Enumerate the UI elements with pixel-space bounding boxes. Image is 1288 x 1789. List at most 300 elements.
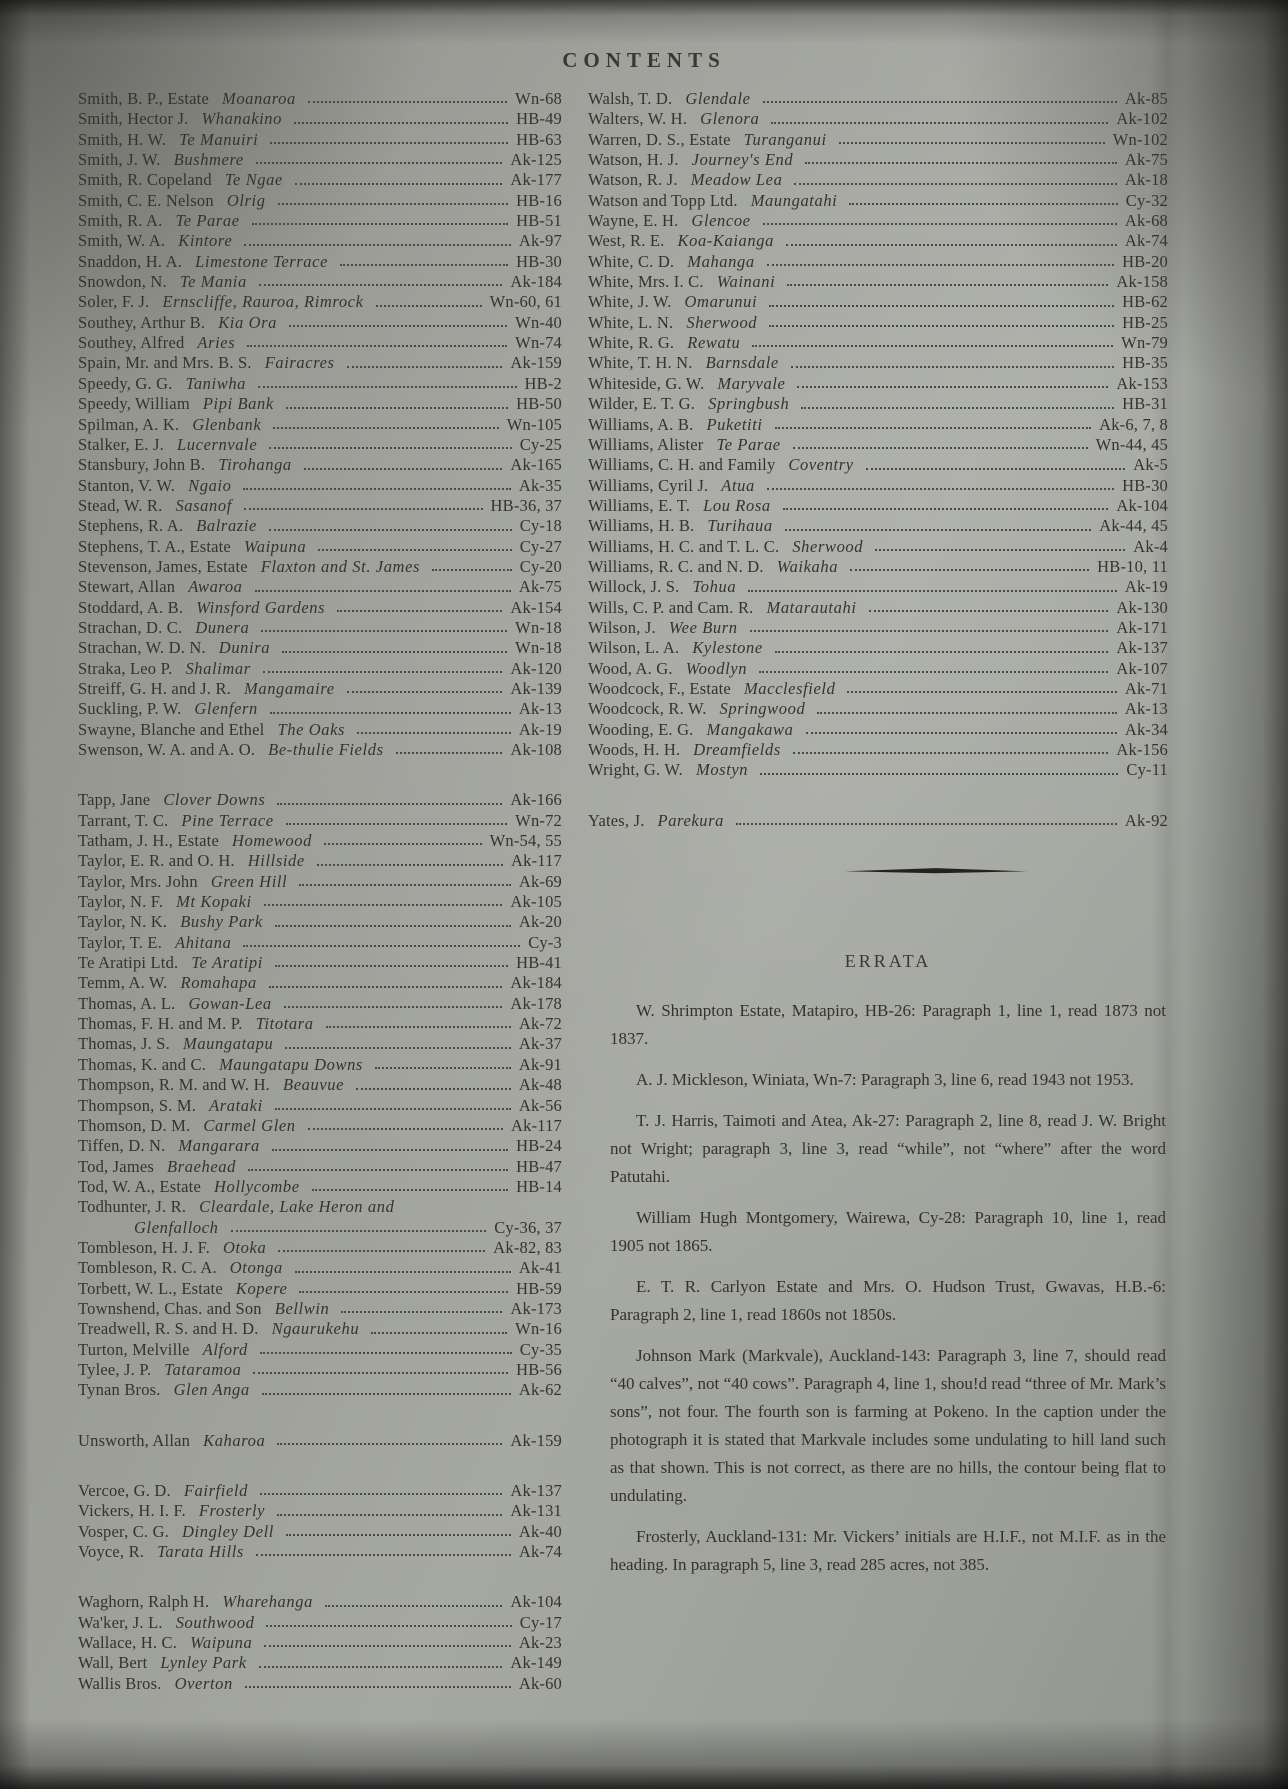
contents-entry (78, 1481, 562, 1501)
entry-page-ref: Ak-130 (1116, 597, 1168, 617)
entry-dot-leader (231, 1230, 487, 1232)
entry-estate: Dunira (218, 638, 271, 658)
entry-name: Stephens, R. A. (78, 516, 184, 536)
entry-dot-leader (243, 488, 510, 490)
entry-name: Taylor, Mrs. John (78, 871, 198, 891)
entry-dot-leader (259, 284, 503, 286)
entry-page-ref: Ak-18 (1124, 170, 1168, 190)
entry-dot-leader (266, 1625, 511, 1627)
entry-estate: Gowan-Lea (188, 993, 272, 1013)
entry-dot-leader (299, 1291, 508, 1293)
entry-page-ref: HB-24 (516, 1136, 562, 1156)
entry-page-ref: HB-35 (1122, 353, 1168, 373)
entry-estate: Pine Terrace (181, 810, 274, 830)
entry-page-ref: Wn-102 (1112, 129, 1168, 149)
entry-estate: Awaroa (188, 577, 243, 597)
entry-name: Smith, H. W. (78, 129, 167, 149)
entry-estate: Cleardale, Lake Heron and (199, 1197, 395, 1217)
entry-estate: Clover Downs (163, 790, 266, 810)
contents-entry (78, 1360, 562, 1380)
entry-estate: Kia Ora (218, 312, 277, 332)
entry-name: Wills, C. P. and Cam. R. (588, 597, 754, 617)
entry-dot-leader (260, 1352, 512, 1354)
entry-dot-leader (787, 284, 1108, 286)
entry-dot-leader (797, 386, 1108, 388)
contents-entry (588, 211, 1168, 231)
entry-name: Williams, A. B. (588, 414, 694, 434)
contents-entry (78, 1055, 562, 1075)
entry-estate: Mostyn (695, 760, 749, 780)
entry-estate: Springbush (708, 394, 790, 414)
contents-entry (78, 1096, 562, 1116)
entry-page-ref: Ak-159 (510, 1430, 562, 1450)
entry-dot-leader (269, 986, 503, 988)
entry-page-ref: Ak-120 (510, 658, 562, 678)
entry-page-ref: Ak-165 (510, 455, 562, 475)
entry-dot-leader (286, 407, 508, 409)
entry-estate: Te Manuiri (179, 129, 259, 149)
entry-estate: Overton (174, 1673, 233, 1693)
entry-estate: Koa-Kaianga (677, 231, 774, 251)
entry-estate: Frosterly (198, 1501, 266, 1521)
contents-entry (78, 516, 562, 536)
entry-page-ref: Ak-19 (1124, 577, 1168, 597)
entry-dot-leader (786, 244, 1117, 246)
contents-entry (588, 598, 1168, 618)
entry-name: Walters, W. H. (588, 109, 688, 129)
entry-page-ref: Ak-117 (511, 851, 562, 871)
entry-dot-leader (337, 610, 502, 612)
entry-dot-leader (785, 529, 1092, 531)
entry-page-ref: Wn-18 (515, 638, 562, 658)
entry-page-ref: Ak-44, 45 (1099, 516, 1168, 536)
contents-entry (78, 1157, 562, 1177)
entry-page-ref: Wn-68 (515, 89, 562, 108)
entry-name: Stevenson, James, Estate (78, 556, 248, 576)
entry-estate: Kaharoa (203, 1430, 266, 1450)
entry-page-ref: Ak-158 (1116, 272, 1168, 292)
entry-estate: Meadow Lea (690, 170, 783, 190)
contents-entry (78, 374, 562, 394)
entry-estate: Tataramoa (164, 1359, 242, 1379)
entry-dot-leader (341, 1311, 502, 1313)
entry-page-ref: Ak-41 (518, 1258, 562, 1278)
entry-dot-leader (371, 1332, 507, 1334)
entry-page-ref: Ak-56 (518, 1095, 562, 1115)
entry-name: Stalker, E. J. (78, 434, 165, 454)
entry-dot-leader (769, 325, 1114, 327)
contents-entry (78, 1014, 562, 1034)
contents-entry (78, 150, 562, 170)
entry-estate: Turanganui (743, 129, 827, 149)
entry-dot-leader (340, 264, 508, 266)
entry-name: Vosper, C. G. (78, 1521, 170, 1541)
entry-name: Wright, G. W. (588, 760, 683, 780)
entry-name: Temm, A. W. (78, 973, 168, 993)
contents-entry (588, 333, 1168, 353)
contents-entry (78, 1177, 562, 1197)
entry-estate: Braehead (167, 1156, 236, 1176)
contents-group (78, 89, 562, 760)
entry-estate: Glencoe (691, 211, 751, 231)
entry-dot-leader (277, 803, 502, 805)
contents-columns (0, 73, 1288, 1694)
entry-page-ref: Ak-137 (510, 1481, 562, 1500)
entry-page-ref: Ak-19 (518, 719, 562, 739)
entry-page-ref: HB-10, 11 (1097, 556, 1168, 576)
entry-dot-leader (763, 101, 1117, 103)
entry-page-ref: Ak-184 (510, 272, 562, 292)
entry-dot-leader (775, 651, 1109, 653)
contents-entry (588, 577, 1168, 597)
entry-name: Woodcock, F., Estate (588, 678, 731, 698)
entry-name: White, Mrs. I. C. (588, 272, 704, 292)
contents-entry (78, 892, 562, 912)
entry-name: Wilson, J. (588, 617, 656, 637)
entry-estate: Bushy Park (180, 912, 263, 932)
contents-entry (78, 415, 562, 435)
contents-entry (588, 699, 1168, 719)
entry-dot-leader (245, 1686, 511, 1688)
entry-page-ref: Cy-35 (519, 1339, 562, 1359)
entry-name: Walsh, T. D. (588, 89, 673, 108)
entry-dot-leader (763, 223, 1117, 225)
entry-estate: Te Parae (175, 211, 240, 231)
entry-page-ref: HB-49 (516, 109, 562, 129)
contents-entry (588, 252, 1168, 272)
errata-paragraph: W. Shrimpton Estate, Matapiro, HB-26: Paragraph 1, line 1, read 1873 not 1837. (610, 1001, 1166, 1049)
entry-name: Warren, D. S., Estate (588, 129, 731, 149)
entry-estate: Ernscliffe, Rauroa, Rimrock (162, 292, 364, 312)
entry-name: Woodcock, R. W. (588, 699, 707, 719)
entry-dot-leader (748, 590, 1117, 592)
entry-dot-leader (357, 732, 511, 734)
entry-page-ref: Ak-72 (518, 1014, 562, 1034)
entry-name: Taylor, N. F. (78, 892, 164, 912)
contents-group (78, 1481, 562, 1562)
entry-name: Stephens, T. A., Estate (78, 536, 231, 556)
entry-name: Wilder, E. T. G. (588, 394, 696, 414)
entry-estate: Matarautahi (766, 597, 857, 617)
errata-heading: ERRATA (844, 951, 932, 972)
entry-estate: Green Hill (210, 871, 288, 891)
contents-entry (78, 1258, 562, 1278)
entry-name: Thompson, S. M. (78, 1095, 197, 1115)
entry-page-ref: Ak-104 (1116, 495, 1168, 515)
entry-estate: Be-thulie Fields (268, 740, 384, 759)
entry-estate: Balrazie (196, 516, 257, 536)
contents-entry (78, 659, 562, 679)
entry-page-ref: HB-14 (516, 1176, 562, 1196)
entry-dot-leader (767, 488, 1114, 490)
entry-page-ref: Cy-20 (519, 556, 562, 576)
entry-name: Soler, F. J. (78, 292, 150, 312)
entry-dot-leader (769, 305, 1114, 307)
contents-entry (78, 333, 562, 353)
entry-estate: Te Ngae (224, 170, 283, 190)
entry-name: Stewart, Allan (78, 577, 176, 597)
entry-name: Watson, H. J. (588, 150, 679, 170)
entry-estate: Limestone Terrace (195, 251, 328, 271)
entry-page-ref: Ak-20 (518, 912, 562, 932)
contents-entry (78, 577, 562, 597)
contents-entry (78, 720, 562, 740)
entry-dot-leader (376, 305, 482, 307)
contents-entry (78, 130, 562, 150)
contents-entry (78, 1299, 562, 1319)
contents-entry (588, 415, 1168, 435)
entry-page-ref: Ak-153 (1116, 373, 1168, 393)
entry-name: White, C. D. (588, 251, 675, 271)
entry-page-ref: Ak-104 (510, 1592, 562, 1612)
entry-name: Strachan, W. D. N. (78, 638, 206, 658)
entry-estate: Moanaroa (221, 89, 296, 108)
entry-name: Streiff, G. H. and J. R. (78, 678, 231, 698)
entry-estate: Southwood (175, 1612, 255, 1632)
contents-entry (78, 740, 562, 760)
entry-page-ref: Ak-154 (510, 597, 562, 617)
entry-dot-leader (869, 610, 1109, 612)
entry-dot-leader (850, 569, 1089, 571)
entry-dot-leader (767, 264, 1114, 266)
entry-estate: Dreamfields (693, 740, 781, 759)
contents-entry (78, 1592, 562, 1612)
contents-entry (588, 455, 1168, 475)
entry-dot-leader (347, 366, 503, 368)
entry-name: Vercoe, G. D. (78, 1481, 171, 1500)
contents-entry (78, 476, 562, 496)
contents-entry (588, 496, 1168, 516)
entry-page-ref: Ak-82, 83 (493, 1237, 562, 1257)
entry-page-ref: Wn-54, 55 (489, 831, 562, 851)
contents-entry (78, 638, 562, 658)
contents-entry (78, 1501, 562, 1521)
entry-estate: The Oaks (277, 719, 346, 739)
entry-name: Wooding, E. G. (588, 719, 694, 739)
contents-entry (588, 313, 1168, 333)
entry-name: Williams, H. C. and T. L. C. (588, 536, 780, 556)
contents-column-right (588, 89, 1168, 1592)
entry-dot-leader (284, 1006, 503, 1008)
entry-name: Williams, Cyril J. (588, 475, 709, 495)
entry-estate: Kopere (235, 1278, 288, 1298)
contents-entry (78, 1197, 562, 1217)
contents-entry (78, 252, 562, 272)
entry-page-ref: Cy-27 (519, 536, 562, 556)
entry-estate: Sasanof (175, 495, 232, 515)
entry-estate: Te Parae (716, 434, 781, 454)
entry-dot-leader (736, 823, 1117, 825)
contents-entry (78, 912, 562, 932)
entry-dot-leader (817, 712, 1117, 714)
entry-page-ref: Ak-37 (518, 1034, 562, 1054)
entry-estate: Maungatapu (182, 1034, 274, 1054)
entry-name: Williams, C. H. and Family (588, 455, 776, 475)
entry-dot-leader (275, 925, 511, 927)
entry-dot-leader (273, 427, 498, 429)
entry-dot-leader (248, 1169, 508, 1171)
entry-page-ref: Ak-13 (1124, 699, 1168, 719)
entry-estate: Taniwha (185, 373, 247, 393)
entry-estate: Turihaua (707, 516, 773, 536)
entry-dot-leader (325, 1605, 502, 1607)
entry-estate: Rewatu (687, 333, 741, 353)
entry-name: Townshend, Chas. and Son (78, 1298, 262, 1318)
entry-dot-leader (259, 1666, 503, 1668)
entry-page-ref: Ak-74 (1124, 231, 1168, 251)
contents-entry (588, 109, 1168, 129)
entry-page-ref: Ak-92 (1124, 810, 1168, 830)
entry-page-ref: Ak-159 (510, 353, 562, 373)
entry-page-ref: Ak-105 (510, 892, 562, 912)
entry-dot-leader (264, 904, 503, 906)
contents-entry (78, 811, 562, 831)
entry-name: Wallis Bros. (78, 1673, 162, 1693)
entry-dot-leader (275, 1108, 511, 1110)
entry-estate: Carmel Glen (203, 1115, 296, 1135)
entry-dot-leader (278, 1250, 485, 1252)
entry-dot-leader (375, 1067, 511, 1069)
entry-estate: Glenfern (194, 699, 258, 719)
contents-group (78, 1592, 562, 1694)
entry-estate: Homewood (231, 831, 312, 851)
entry-page-ref: HB-47 (516, 1156, 562, 1176)
entry-dot-leader (849, 203, 1117, 205)
entry-estate: Glenora (700, 109, 760, 129)
entry-dot-leader (256, 1554, 511, 1556)
entry-estate: Shalimar (185, 658, 251, 678)
entry-page-ref: Ak-69 (518, 871, 562, 891)
contents-entry (78, 1075, 562, 1095)
entry-name: Smith, W. A. (78, 231, 166, 251)
entry-page-ref: HB-41 (516, 953, 562, 973)
contents-entry (78, 790, 562, 810)
entry-dot-leader (750, 630, 1109, 632)
entry-dot-leader (793, 752, 1109, 754)
entry-page-ref: Ak-108 (510, 740, 562, 759)
contents-entry (78, 933, 562, 953)
entry-dot-leader (277, 1514, 502, 1516)
entry-name: Watson and Topp Ltd. (588, 190, 738, 210)
entry-estate: Hillside (247, 851, 305, 871)
entry-page-ref: HB-16 (516, 190, 562, 210)
entry-name: Wayne, E. H. (588, 211, 679, 231)
entry-page-ref: Ak-125 (510, 150, 562, 170)
entry-page-ref: HB-31 (1122, 394, 1168, 414)
entry-page-ref: Ak-97 (518, 231, 562, 251)
entry-name: Thomas, A. L. (78, 993, 176, 1013)
entry-dot-leader (277, 1443, 502, 1445)
contents-entry (78, 1279, 562, 1299)
entry-dot-leader (304, 468, 503, 470)
entry-estate: Mangamaire (244, 678, 335, 698)
entry-name: Smith, R. A. (78, 211, 163, 231)
entry-estate: Sherwood (686, 312, 758, 332)
entry-dot-leader (432, 569, 512, 571)
entry-estate: Olrig (226, 190, 266, 210)
entry-estate: Tohua (692, 577, 737, 597)
contents-entry (588, 740, 1168, 760)
entry-name: White, J. W. (588, 292, 672, 312)
entry-page-ref: Ak-178 (510, 993, 562, 1013)
errata-paragraph: Johnson Mark (Markvale), Auckland-143: Paragraph 3, line 7, should read “40 calves”, not “40 cows”. Paragraph 4, line 1, shou!d read “three of Mr. Mark’s sons”, not four. The fourth son is farming at Pokeno. In the caption under the photograph it is stated that Markvale includes some undulating to hill land such as that shown. This is not correct, as there are no hills, the contour being flat to undulating. (610, 1346, 1166, 1506)
entry-estate: Journey's End (691, 150, 794, 170)
entry-page-ref: Ak-13 (518, 699, 562, 719)
entry-name: Thompson, R. M. and W. H. (78, 1075, 271, 1095)
entry-name: Tod, James (78, 1156, 155, 1176)
contents-entry (78, 272, 562, 292)
entry-page-ref: Ak-5 (1133, 455, 1168, 475)
entry-page-ref: Cy-36, 37 (494, 1217, 562, 1237)
entry-name: Voyce, R. (78, 1542, 145, 1562)
entry-dot-leader (258, 386, 517, 388)
contents-entry (78, 211, 562, 231)
entry-dot-leader (264, 1645, 511, 1647)
entry-name: Tombleson, R. C. A. (78, 1258, 217, 1278)
entry-estate: Omarunui (684, 292, 758, 312)
contents-entry (78, 1340, 562, 1360)
entry-name: Torbett, W. L., Estate (78, 1278, 223, 1298)
entry-name: Strachan, D. C. (78, 617, 183, 637)
entry-dot-leader (805, 162, 1117, 164)
contents-entry (78, 1034, 562, 1054)
entry-name: Thomson, D. M. (78, 1115, 191, 1135)
entry-estate: Mt Kopaki (176, 892, 252, 912)
entry-page-ref: Ak-23 (518, 1633, 562, 1653)
entry-estate: Glenbank (192, 414, 262, 434)
entry-dot-leader (396, 752, 503, 754)
entry-dot-leader (875, 549, 1125, 551)
entry-dot-leader (253, 1372, 508, 1374)
entry-page-ref: Ak-74 (518, 1542, 562, 1562)
contents-entry (78, 191, 562, 211)
entry-estate: Otoka (222, 1237, 267, 1257)
contents-entry (78, 1522, 562, 1542)
entry-page-ref: Ak-102 (1116, 109, 1168, 129)
entry-dot-leader (270, 712, 511, 714)
entry-page-ref: HB-20 (1122, 251, 1168, 271)
errata-paragraph: A. J. Mickleson, Winiata, Wn-7: Paragraph 3, line 6, read 1943 not 1953. (636, 1070, 1134, 1090)
entry-estate: Tarata Hills (157, 1542, 244, 1562)
entry-page-ref: Ak-166 (510, 790, 562, 810)
entry-dot-leader (793, 447, 1088, 449)
entry-name: Suckling, P. W. (78, 699, 182, 719)
entry-page-ref: Ak-107 (1116, 658, 1168, 678)
contents-entry (78, 1542, 562, 1562)
entry-dot-leader (308, 101, 507, 103)
entry-estate: Te Aratipi (191, 953, 263, 973)
entry-dot-leader (261, 630, 507, 632)
contents-entry (78, 953, 562, 973)
entry-name: Waghorn, Ralph H. (78, 1592, 210, 1612)
entry-name: Wood, A. G. (588, 658, 673, 678)
entry-estate: Beauvue (283, 1075, 345, 1095)
contents-group (78, 790, 562, 1400)
entry-estate: Dunera (195, 617, 250, 637)
contents-entry (588, 191, 1168, 211)
entry-dot-leader (286, 823, 507, 825)
entry-name: Willock, J. S. (588, 577, 680, 597)
contents-entry (78, 353, 562, 373)
entry-page-ref: HB-25 (1122, 312, 1168, 332)
entry-page-ref: Wn-18 (515, 617, 562, 637)
entry-dot-leader (847, 691, 1116, 693)
contents-entry (588, 272, 1168, 292)
entry-name: Unsworth, Allan (78, 1430, 191, 1450)
entry-page-ref: Ak-62 (518, 1380, 562, 1400)
contents-entry (78, 1380, 562, 1400)
contents-entry (588, 89, 1168, 109)
